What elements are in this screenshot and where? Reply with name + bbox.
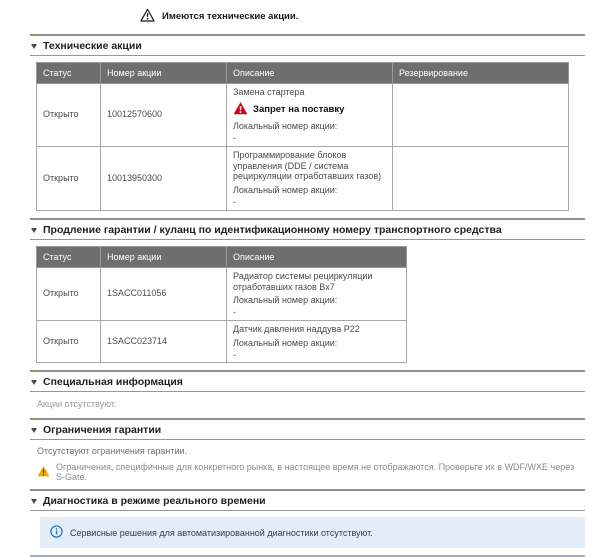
top-warning-text: Имеются технические акции. [162,11,299,22]
column-header-description: Описание [227,63,393,84]
yellow-warning-triangle-icon [37,465,50,479]
status-cell: Открыто [37,267,101,320]
action-number-cell: 1SACC023714 [101,320,227,362]
local-number-label: Локальный номер акции: [233,121,338,132]
column-header-status: Статус [37,63,101,84]
section-title: Продление гарантии / куланц по идентификационному номеру транспортного средства [43,223,502,236]
local-number-value: - [233,307,236,318]
section-live-diagnostics [30,489,585,557]
section-warranty-restrictions-header[interactable] [30,420,585,440]
warranty-extension-table [36,246,407,364]
status-cell: Открыто [37,320,101,362]
status-cell: Открыто [37,84,101,147]
description-cell [227,84,393,147]
status-cell: Открыто [37,146,101,210]
section-technical-actions-header[interactable] [30,36,585,56]
description-title: Датчик давления наддува P22 [233,323,360,334]
warning-triangle-icon [140,8,155,25]
column-header-number: Номер акции [101,246,227,267]
collapse-triangle-icon[interactable] [31,380,37,385]
collapse-triangle-icon[interactable] [31,228,37,233]
section-special-info [30,370,585,418]
table-header-row [37,246,407,267]
column-header-status: Статус [37,246,101,267]
diagnostics-info-text: Сервисные решения для автоматизированной диагностики отсутствуют. [70,527,373,538]
action-number-cell: 10012570600 [101,84,227,147]
description-title: Радиатор системы рециркуляции отработавших газов Bx7 [233,270,373,292]
section-warranty-restrictions [30,418,585,489]
section-title: Диагностика в режиме реального времени [43,495,266,508]
delivery-stop-text: Запрет на поставку [253,103,345,115]
reservation-cell [393,84,569,147]
table-row [37,267,407,320]
description-title: Программирование блоков управления (DDE / система рециркуляции отработавших газов) [233,149,382,182]
table-row [37,146,569,210]
warranty-restrictions-body: Отсутствуют ограничения гарантии. [37,446,188,457]
section-live-diagnostics-header[interactable] [30,491,585,511]
section-warranty-extension [30,218,585,364]
diagnostics-info-box [40,517,585,548]
description-cell [227,320,407,362]
table-row [37,320,407,362]
section-warranty-extension-header[interactable] [30,220,585,240]
delivery-stop-alert [233,101,386,118]
section-title: Технические акции [43,40,142,52]
special-info-body: Акции отсутствуют. [37,399,117,410]
market-restriction-warning-text: Ограничения, специфичные для конкретного рынка, в настоящее время не отображаются. Проверьте их в WDF/WXE через S-Gate. [56,462,575,483]
description-title: Замена стартера [233,87,305,97]
red-warning-triangle-icon [233,101,248,118]
technical-actions-table [36,62,569,211]
table-header-row [37,63,569,84]
local-number-value: - [233,132,236,143]
collapse-triangle-icon[interactable] [31,499,37,504]
local-number-label: Локальный номер акции: [233,185,338,196]
reservation-cell [393,146,569,210]
collapse-triangle-icon[interactable] [31,428,37,433]
section-special-info-header[interactable] [30,372,585,392]
description-cell [227,267,407,320]
table-row [37,84,569,147]
local-number-label: Локальный номер акции: [233,337,338,348]
column-header-description: Описание [227,246,407,267]
local-number-value: - [233,349,236,360]
local-number-value: - [233,196,236,207]
info-circle-icon [50,525,63,540]
collapse-triangle-icon[interactable] [31,44,37,49]
column-header-reservation: Резервирование [393,63,569,84]
action-number-cell: 1SACC011056 [101,267,227,320]
market-restriction-warning [30,457,585,489]
section-technical-actions [30,34,585,211]
section-title: Ограничения гарантии [43,424,162,437]
section-title: Специальная информация [43,376,183,389]
top-warning [30,0,585,34]
description-cell [227,146,393,210]
action-number-cell: 10013950300 [101,146,227,210]
column-header-number: Номер акции [101,63,227,84]
local-number-label: Локальный номер акции: [233,295,338,306]
